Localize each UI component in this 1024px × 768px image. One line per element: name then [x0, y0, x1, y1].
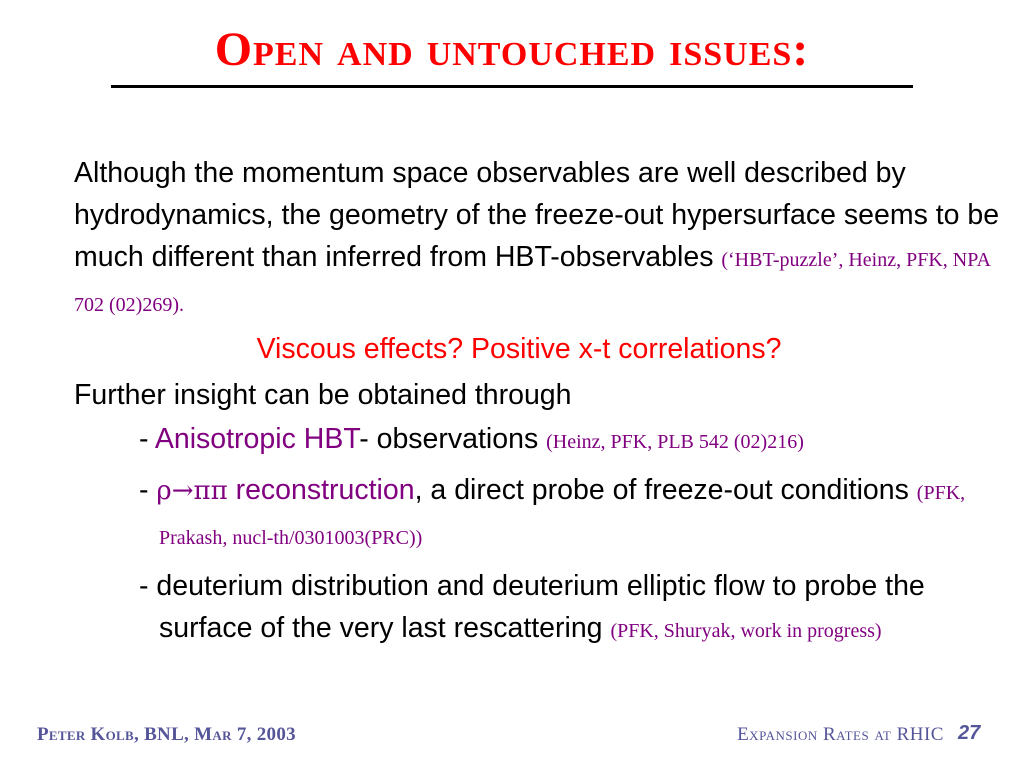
page-number: 27: [958, 722, 981, 744]
open-questions: Viscous effects? Positive x-t correlations?: [256, 333, 782, 365]
reference-hbt-puzzle: (‘HBT-puzzle’, Heinz, PFK, NPA 702 (02)269).: [74, 249, 990, 316]
item-text: deuterium distribution and deuterium elliptic flow to probe the surface of the very last rescattering: [156, 570, 925, 644]
footer-talk-title: Expansion Rates at RHIC: [737, 724, 944, 745]
item-reference: (PFK, Prakash, nucl-th/0301003(PRC)): [159, 482, 966, 549]
list-dash: -: [139, 423, 155, 455]
list-dash: -: [139, 474, 157, 506]
item-highlight: reconstruction: [227, 474, 415, 506]
list-dash: -: [139, 570, 157, 602]
item-highlight: Anisotropic HBT: [154, 423, 360, 455]
slide-title: Open and untouched issues:: [214, 23, 810, 76]
paragraph-hbt-puzzle: [74, 152, 1004, 326]
further-insight-intro: Further insight can be obtained through: [74, 379, 572, 411]
item-reference: (PFK, Shuryak, work in progress): [610, 620, 882, 642]
list-item-deuterium: [74, 565, 1004, 652]
title-underline: [111, 85, 913, 88]
item-text: - observations: [359, 423, 547, 455]
slide-body: [74, 152, 1004, 652]
list-item-rho-reconstruction: [74, 469, 1004, 559]
item-reference: (Heinz, PFK, PLB 542 (02)216): [546, 431, 804, 453]
item-text: , a direct probe of freeze-out conditions: [414, 474, 917, 506]
paragraph-text: Although the momentum space observables are well described by hydrodynamics, the geometry of the freeze-out hypersurface seems to be much different than inferred from HBT-observables: [74, 157, 1000, 273]
list-item-anisotropic-hbt: [74, 418, 1004, 463]
rho-to-pipi-symbol: ρ→ππ: [156, 476, 228, 506]
footer-author-date: Peter Kolb, BNL, Mar 7, 2003: [37, 724, 296, 745]
